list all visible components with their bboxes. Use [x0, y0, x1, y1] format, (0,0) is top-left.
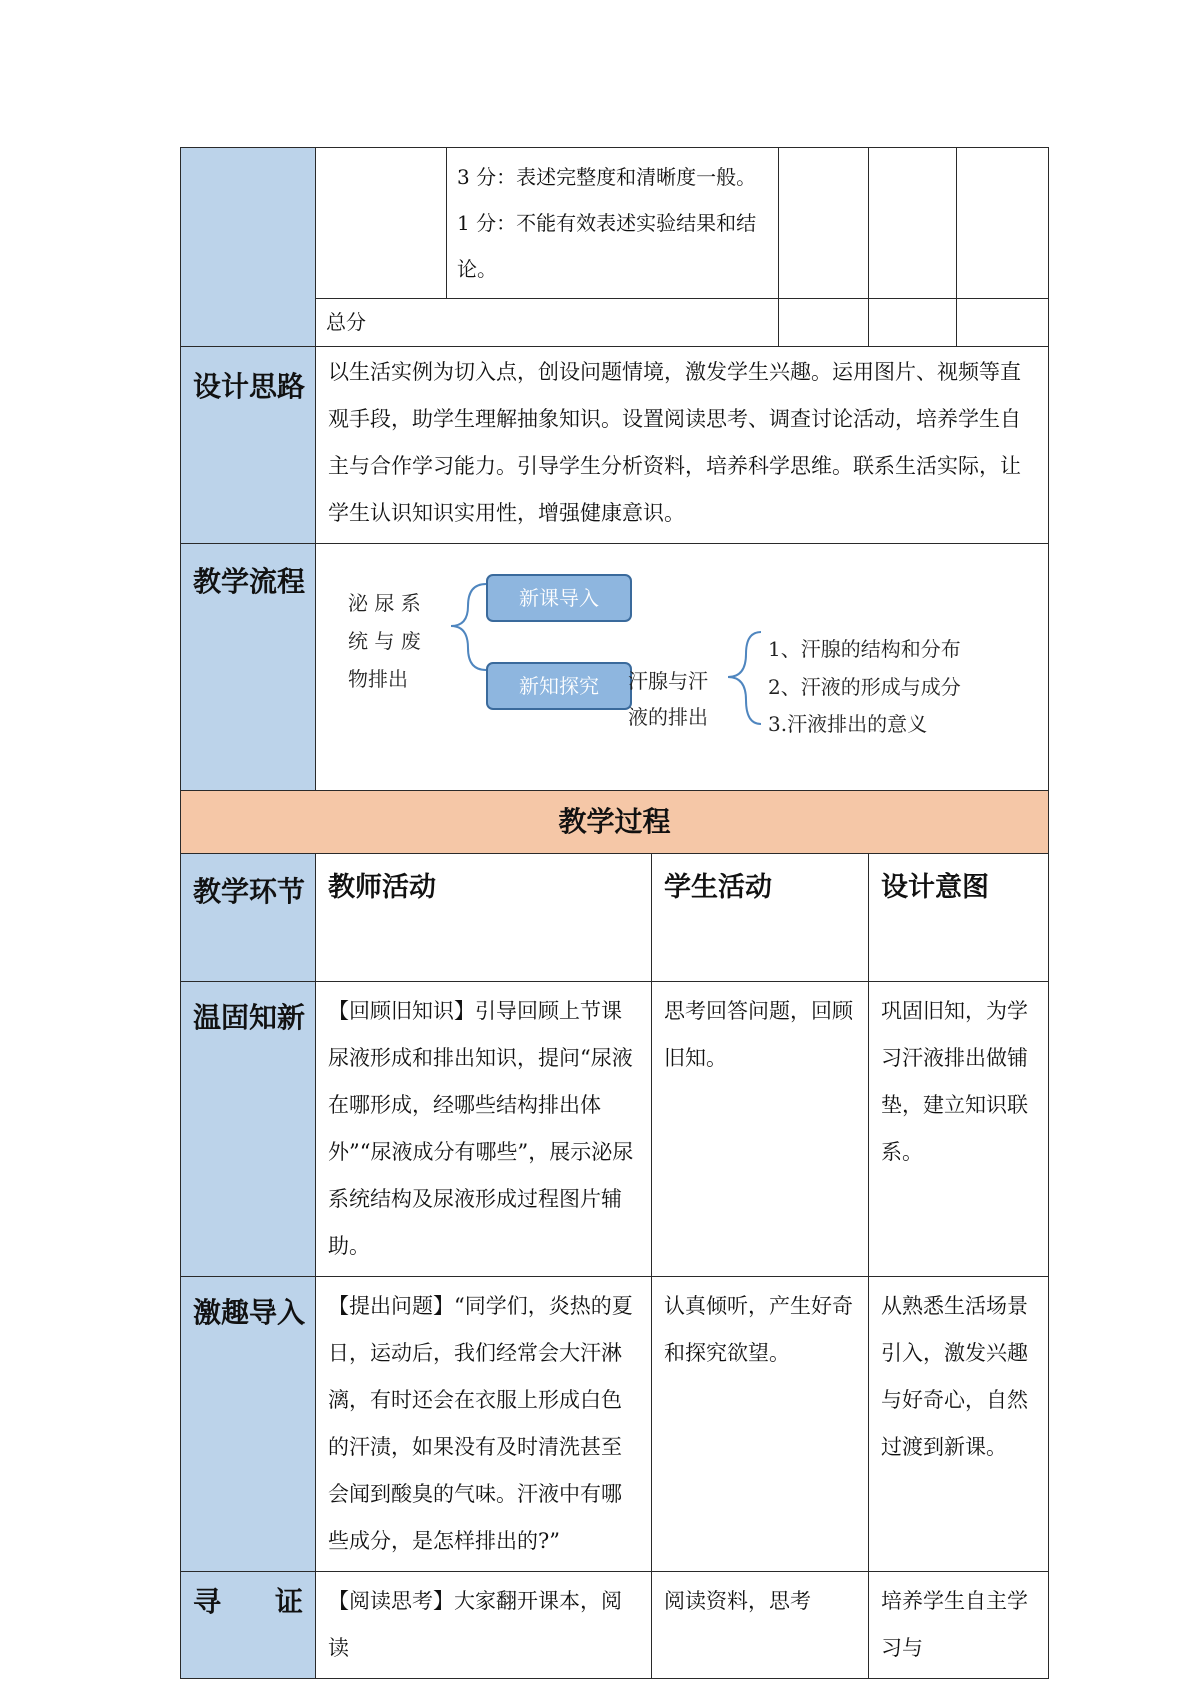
teacher-cell [316, 982, 652, 1277]
col-teacher: 教师活动 [328, 872, 436, 903]
intent-cell [869, 1572, 1049, 1679]
process-header-row [181, 854, 1049, 982]
flow-root-line1: 泌 尿 系 [348, 591, 421, 615]
total-score-cell-2 [869, 299, 957, 347]
total-label: 总分 [326, 310, 366, 334]
col-intent: 设计意图 [881, 872, 989, 903]
lesson-plan-sheet [180, 147, 1048, 1660]
table-row [181, 1572, 1049, 1679]
student-cell [652, 1572, 869, 1679]
teacher-cell [316, 1277, 652, 1572]
flow-diagram [316, 544, 1048, 790]
design-intent: 从熟悉生活场景引入，激发兴趣与好奇心，自然过渡到新课。 [881, 1294, 1028, 1459]
stage-cell [181, 982, 316, 1277]
process-title-cell [181, 791, 1049, 854]
connector-root-bottom [451, 626, 486, 670]
flow-label: 教学流程 [193, 565, 306, 598]
rubric-score3: 3 分：表述完整度和清晰度一般。 [457, 165, 757, 189]
col-stage: 教学环节 [193, 875, 306, 908]
flow-root-line3: 物排出 [348, 667, 408, 691]
stage-cell [181, 1572, 316, 1679]
flow-leaf-3: 3.汗液排出的意义 [768, 712, 928, 736]
student-activity: 思考回答问题，回顾旧知。 [664, 999, 853, 1070]
design-intent: 培养学生自主学习与 [881, 1589, 1028, 1660]
col-student: 学生活动 [664, 872, 772, 903]
flow-sub-line2: 液的排出 [628, 705, 708, 729]
stage-label-char-1: 寻 [193, 1585, 222, 1618]
col-intent-cell [869, 854, 1049, 982]
flow-sub-line1: 汗腺与汗 [628, 669, 708, 693]
flow-box-intro: 新课导入 [486, 574, 632, 622]
stage-label-split [181, 1572, 315, 1632]
teacher-activity: 【提出问题】“同学们，炎热的夏日，运动后，我们经常会大汗淋漓，有时还会在衣服上形成白色的汗渍，如果没有及时清洗甚至会闻到酸臭的气味。汗液中有哪些成分，是怎样排出的?” [328, 1294, 633, 1553]
flow-leaf-1: 1、汗腺的结构和分布 [768, 637, 961, 661]
rubric-score-cell-3 [957, 148, 1049, 299]
teacher-activity: 【阅读思考】大家翻开课本，阅读 [328, 1589, 622, 1660]
rubric-score-cell-2 [869, 148, 957, 299]
total-score-cell-3 [957, 299, 1049, 347]
design-row [181, 347, 1049, 544]
design-text-cell [316, 347, 1049, 544]
rubric-score-cell-1 [779, 148, 869, 299]
flow-root-line2: 统 与 废 [348, 629, 421, 653]
stage-cell [181, 1277, 316, 1572]
rubric-side-cell [181, 148, 316, 347]
teacher-activity: 【回顾旧知识】引导回顾上节课尿液形成和排出知识，提问“尿液在哪形成，经哪些结构排出体外”“尿液成分有哪些”，展示泌尿系统结构及尿液形成过程图片辅助。 [328, 999, 634, 1258]
total-score-cell-1 [779, 299, 869, 347]
col-student-cell [652, 854, 869, 982]
col-teacher-cell [316, 854, 652, 982]
connector-sub-top [728, 632, 761, 677]
teacher-cell [316, 1572, 652, 1679]
flow-row [181, 544, 1049, 791]
connector-root-top [451, 584, 486, 626]
student-cell [652, 982, 869, 1277]
intent-cell [869, 1277, 1049, 1572]
rubric-row [181, 148, 1049, 299]
student-activity: 阅读资料，思考 [664, 1589, 811, 1613]
stage-label: 激趣导入 [193, 1296, 306, 1329]
process-title-row [181, 791, 1049, 854]
design-label-cell [181, 347, 316, 544]
lesson-plan-table [180, 147, 1049, 1679]
connector-sub-bottom [728, 677, 761, 724]
rubric-score1: 1 分：不能有效表述实验结果和结论。 [457, 211, 757, 281]
student-activity: 认真倾听，产生好奇和探究欲望。 [664, 1294, 853, 1365]
flow-leaf-2: 2、汗液的形成与成分 [768, 675, 961, 699]
process-title: 教学过程 [558, 805, 671, 838]
design-intent: 巩固旧知，为学习汗液排出做铺垫，建立知识联系。 [881, 999, 1028, 1164]
design-text: 以生活实例为切入点，创设问题情境，激发学生兴趣。运用图片、视频等直观手段，助学生理解抽象知识。设置阅读思考、调查讨论活动，培养学生自主与合作学习能力。引导学生分析资料，培养科学思维。联系生活实际，让学生认识知识实用性，增强健康意识。 [328, 360, 1021, 525]
design-label: 设计思路 [193, 370, 306, 403]
flow-diagram-cell [316, 544, 1049, 791]
rubric-criteria-cell [447, 148, 779, 299]
col-stage-cell [181, 854, 316, 982]
rubric-empty-cell [316, 148, 447, 299]
total-label-cell [316, 299, 779, 347]
flow-label-cell [181, 544, 316, 791]
intent-cell [869, 982, 1049, 1277]
table-row [181, 982, 1049, 1277]
table-row [181, 1277, 1049, 1572]
flow-box-explore: 新知探究 [486, 662, 632, 710]
stage-label-char-2: 证 [274, 1585, 303, 1618]
stage-label: 温固知新 [193, 1001, 306, 1034]
student-cell [652, 1277, 869, 1572]
